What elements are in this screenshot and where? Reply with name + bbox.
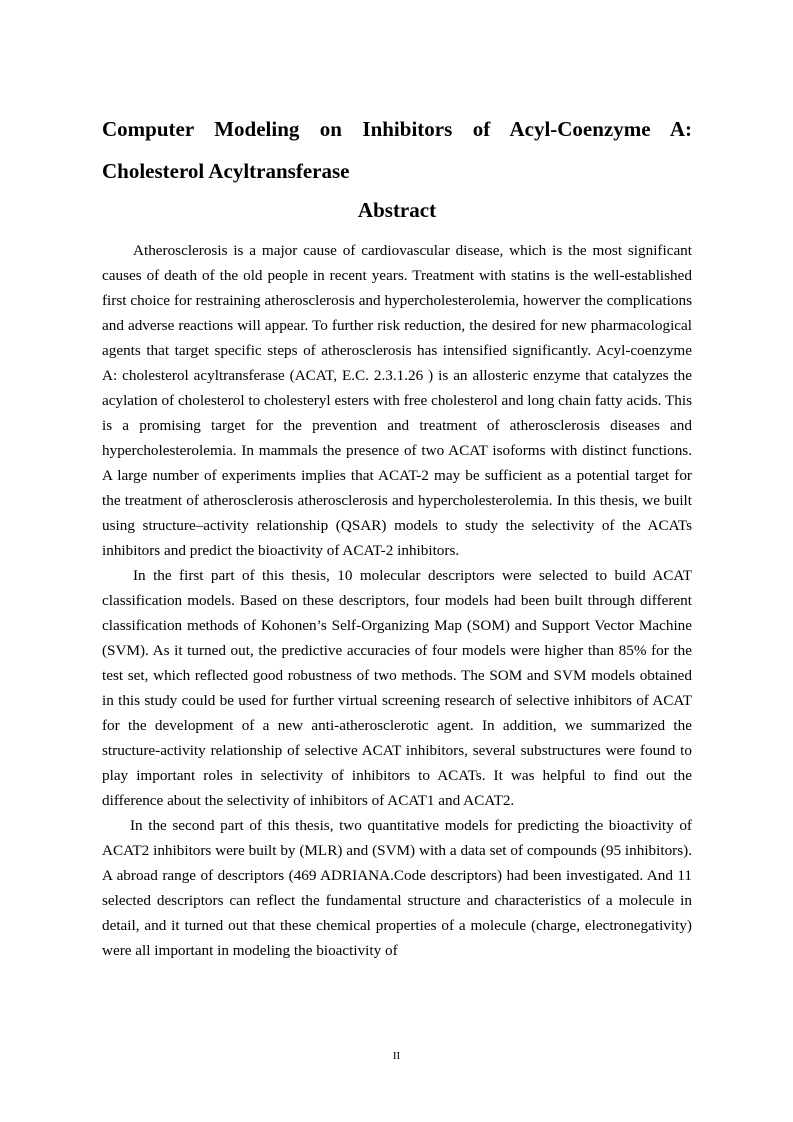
abstract-heading: Abstract bbox=[357, 198, 437, 222]
page-number: II bbox=[392, 1050, 401, 1062]
abstract-paragraph-2: In the first part of this thesis, 10 molecular descriptors were selected to build ACAT classification models. Based on these descriptors, four models had been built through different classification methods of Kohonen’s Self-Organizing Map (SOM) and Support Vector Machine (SVM). As it turned out, the predictive accuracies of four models were higher than 85% for the test set, which reflected good robustness of two methods. The SOM and SVM models obtained in this study could be used for further virtual screening research of selective inhibitors of ACAT for the development of a new anti-atherosclerotic agent. In addition, we summarized the structure-activity relationship of selective ACAT inhibitors, several substructures were found to play important roles in selectivity of inhibitors to ACATs. It was helpful to find out the difference about the selectivity of inhibitors of ACAT1 and ACAT2. bbox=[102, 567, 692, 809]
abstract-paragraph-3: In the second part of this thesis, two quantitative models for predicting the bioactivity of ACAT2 inhibitors were built by (MLR) and (SVM) with a data set of compounds (95 inhibitors). A abroad range of descriptors (469 ADRIANA.Code descriptors) had been investigated. And 11 selected descriptors can reflect the fundamental structure and characteristics of a molecule in detail, and it turned out that these chemical properties of a molecule (charge, electronegativity) were all important in modeling the bioactivity of bbox=[102, 817, 692, 959]
paper-title: Computer Modeling on Inhibitors of Acyl-Coenzyme A: Cholesterol Acyltransferase bbox=[102, 117, 692, 183]
abstract-body bbox=[102, 238, 692, 963]
abstract-paragraph-1: Atherosclerosis is a major cause of cardiovascular disease, which is the most significant causes of death of the old people in recent years. Treatment with statins is the well-established first choice for restraining atherosclerosis and hypercholesterolemia, howerver the complications and adverse reactions will appear. To further risk reduction, the desired for new pharmacological agents that target specific steps of atherosclerosis has intensified significantly. Acyl-coenzyme A: cholesterol acyltransferase (ACAT, E.C. 2.3.1.26 ) is an allosteric enzyme that catalyzes the acylation of cholesterol to cholesteryl esters with free cholesterol and long chain fatty acids. This is a promising target for the prevention and treatment of atherosclerosis diseases and hypercholesterolemia. In mammals the presence of two ACAT isoforms with distinct functions. A large number of experiments implies that ACAT-2 may be sufficient as a potential target for the treatment of atherosclerosis atherosclerosis and hypercholesterolemia. In this thesis, we built using structure–activity relationship (QSAR) models to study the selectivity of the ACATs inhibitors and predict the bioactivity of ACAT-2 inhibitors. bbox=[102, 242, 692, 559]
